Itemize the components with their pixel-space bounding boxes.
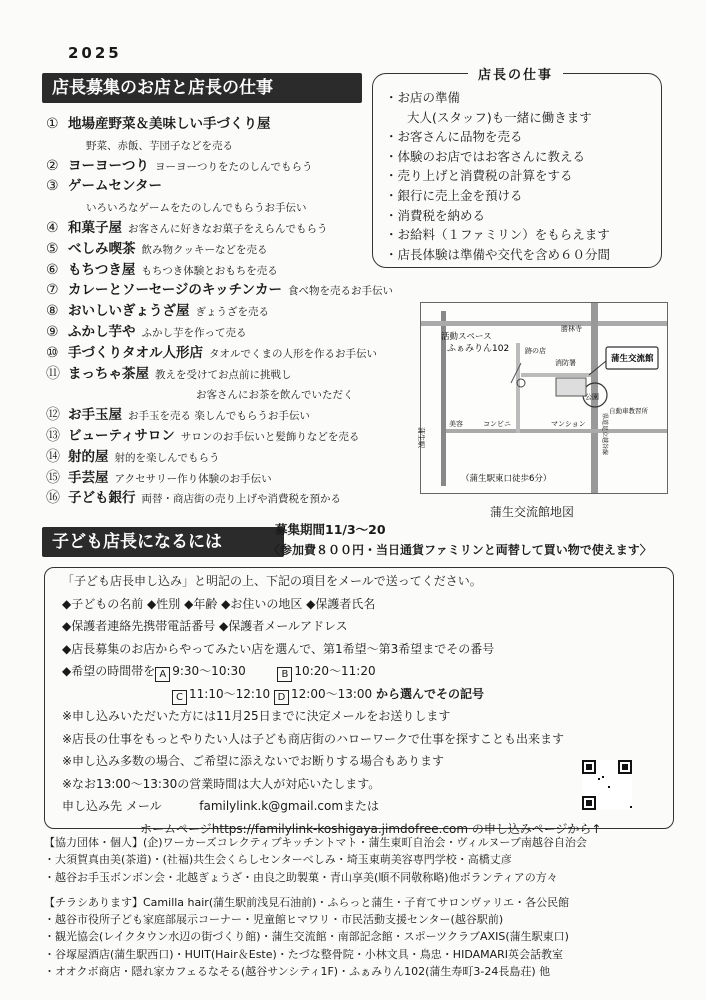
shop-item-detail xyxy=(46,134,426,155)
shop-name: べしみ喫茶 xyxy=(68,240,136,257)
apply-fields-2: ◆保護者連絡先携帯電話番号 ◆保護者メールアドレス xyxy=(62,619,348,633)
map-label-station: 蒲生駅 xyxy=(417,427,425,448)
shop-number: ⑮ xyxy=(46,469,60,486)
shop-name: ゲームセンター xyxy=(68,178,162,195)
slot-d-time: 12:00～13:00 xyxy=(291,686,373,701)
shop-list xyxy=(46,113,426,508)
shop-number: ⑩ xyxy=(46,344,59,361)
shop-number: ⑦ xyxy=(46,282,59,299)
credit-line: ・大須賀真由美(茶道)・(社福)共生会くらしセンターべしみ・埼玉東萌美容専門学校・高橋丈彦 xyxy=(44,853,512,867)
shop-item xyxy=(46,113,426,134)
shop-item xyxy=(46,446,426,467)
note-1: ※申し込みいただいた方には11月25日までに決定メールをお送りします xyxy=(62,709,451,723)
shop-item xyxy=(46,363,426,384)
shop-description: もちつき体験とおもちを売る xyxy=(141,264,278,277)
credits-spacer xyxy=(44,886,684,894)
shop-item xyxy=(46,425,426,446)
shop-description: お客さんに好きなお菓子をえらんでもらう xyxy=(128,222,328,235)
map-label-route: 県道足立越谷線 xyxy=(601,413,608,456)
shop-description: タオルでくまの人形を作るお手伝い xyxy=(209,347,377,360)
shop-description: アクセサリー作り体験のお手伝い xyxy=(114,472,272,485)
shop-description: 両替・商店街の売り上げや消費税を預かる xyxy=(141,493,341,506)
shop-detail: いろいろなゲームをたのしんでもらうお手伝い xyxy=(86,202,307,215)
shop-name: おいしいぎょうざ屋 xyxy=(68,303,190,320)
shop-name: 射的屋 xyxy=(68,448,109,465)
credits-section xyxy=(44,834,684,980)
note-2: ※店長の仕事をもっとやりたい人は子ども商店街のハローワークで仕事を探すことも出来ます xyxy=(62,731,565,746)
shop-number: ⑭ xyxy=(46,448,60,465)
qr-code[interactable] xyxy=(582,760,632,810)
venue-map xyxy=(417,302,668,494)
map-caption: 蒲生交流館地図 xyxy=(490,505,575,519)
duty-item: ・消費税を納める xyxy=(385,207,486,223)
shop-name: 子ども銀行 xyxy=(68,490,136,507)
shop-number: ② xyxy=(46,157,59,174)
shop-number: ⑫ xyxy=(46,407,60,424)
map-label-shop2: コンビニ xyxy=(483,420,511,428)
shop-description: ヨーヨーつりをたのしんでもらう xyxy=(155,160,313,173)
shop-description: 食べ物を売るお手伝い xyxy=(287,285,393,298)
shop-item xyxy=(46,487,426,508)
credit-line: 【協力団体・個人】(企)ワーカーズコレクティブキッチントマト・蒲生東町自治会・ヴィルヌーブ南越谷自治会 xyxy=(44,836,587,849)
shop-item xyxy=(46,155,426,176)
apply-fields-1: ◆子どもの名前 ◆性別 ◆年齢 ◆お住いの地区 ◆保護者氏名 xyxy=(62,596,376,611)
shop-item-detail xyxy=(46,196,426,217)
shop-number: ⑬ xyxy=(46,427,60,444)
shop-number: ① xyxy=(46,116,59,132)
shop-name: 手づくりタオル人形店 xyxy=(68,344,203,361)
shop-name: ビューティサロン xyxy=(68,427,175,444)
slot-d-key: D xyxy=(274,690,289,705)
duties-box xyxy=(372,73,662,268)
map-label-venue1: 活動スペース xyxy=(441,332,492,342)
duty-item: ・店長体験は準備や交代を含め６０分間 xyxy=(385,246,611,262)
contact-email[interactable]: familylink.k@gmail.comまたは xyxy=(199,799,380,813)
shop-item-detail xyxy=(46,383,426,404)
slot-c-key: C xyxy=(172,690,187,705)
shop-name: 和菓子屋 xyxy=(68,219,122,236)
shop-number: ④ xyxy=(46,219,59,236)
credit-line: ・オオクボ商店・隠れ家カフェるなそる(越谷サンシティ1F)・ふぁみりん102(蒲生寿町3-24長島荘) 他 xyxy=(44,965,551,979)
map-label-fire: 消防署 xyxy=(555,359,576,367)
slot-b-key: B xyxy=(277,667,292,682)
shop-description: ぎょうざを売る xyxy=(195,306,269,319)
apply-fields-3: ◆店長募集のお店からやってみたい店を選んで、第1希望～第3希望までその番号 xyxy=(62,641,495,656)
shop-name: ふかし芋や xyxy=(68,323,136,340)
credit-line: ・観光協会(レイクタウン水辺の街づくり館)・蒲生交流館・南部記念館・スポーツクラブAXIS(蒲生駅東口) xyxy=(44,930,569,944)
shop-description: ふかし芋を作って売る xyxy=(141,326,247,339)
map-label-mansion: マンション xyxy=(551,420,586,428)
shop-detail: お客さんにお茶を飲んでいただく xyxy=(196,389,354,402)
shop-item xyxy=(46,259,426,280)
kids-section-title: 子ども店長になるには xyxy=(42,527,284,557)
contact-label: 申し込み先 メール xyxy=(62,799,162,813)
duty-item: ・銀行に売上金を預ける xyxy=(385,187,523,203)
shop-item xyxy=(46,238,426,259)
map-drawing xyxy=(417,303,667,493)
shop-item xyxy=(46,217,426,238)
homepage-line[interactable]: ホームページhttps://familylink-koshigaya.jimdofree.com の申し込みページから↑ xyxy=(140,821,602,836)
shop-number: ⑨ xyxy=(46,323,59,340)
duties-title: 店長の仕事 xyxy=(468,64,563,83)
slot-b-time: 10:20～11:20 xyxy=(294,664,376,678)
shop-item xyxy=(46,175,426,196)
qr-code-graphic xyxy=(582,760,632,810)
credit-line: 【チラシあります】Camilla hair(蒲生駅前浅見石油前)・ふらっと蒲生・子育てサロンヴァリエ・各公民館 xyxy=(44,895,570,909)
shop-name: もちつき屋 xyxy=(68,261,136,278)
shop-description: 射的を楽しんでもらう xyxy=(114,451,220,464)
shop-item xyxy=(46,404,426,425)
map-label-temple: 勝林寺 xyxy=(561,325,582,333)
map-label-venue2: ふぁみりん102 xyxy=(447,344,510,354)
shop-item xyxy=(46,279,426,300)
shop-number: ⑧ xyxy=(46,303,59,320)
map-label-school: 自動車教習所 xyxy=(609,407,648,415)
application-body xyxy=(62,570,672,840)
time-slots-row-1 xyxy=(62,660,672,683)
credit-line: ・越谷お手玉ボンボン会・北越ぎょうざ・由良之助製菓・青山享美(順不同敬称略)他ボランティアの方々 xyxy=(44,870,558,884)
shop-description: 教えを受けてお点前に挑戦し xyxy=(155,368,292,381)
shop-item xyxy=(46,321,426,342)
time-label: ◆希望の時間帯を xyxy=(62,664,156,678)
shops-section-title: 店長募集のお店と店長の仕事 xyxy=(42,73,362,103)
contact-line xyxy=(62,795,672,818)
map-label-park: 公園 xyxy=(585,393,599,401)
credit-line: ・越谷市役所子ども家庭部展示コーナー・児童館ヒマワリ・市民活動支援センター(越谷駅前) xyxy=(44,913,504,927)
shop-number: ⑯ xyxy=(46,490,60,507)
slot-c-time: 11:10～12:10 xyxy=(189,686,271,701)
duty-item: ・お客さんに品物を売る xyxy=(385,129,523,145)
shop-description: お手玉を売る 楽しんでもらうお手伝い xyxy=(128,410,310,423)
map-label-bridge: 跡の店 xyxy=(525,347,546,355)
duty-item: ・お店の準備 xyxy=(385,90,461,105)
shop-number: ⑥ xyxy=(46,261,59,278)
duty-item: ・売り上げと消費税の計算をする xyxy=(385,168,573,184)
year-label: 2025 xyxy=(68,44,122,62)
shop-description: サロンのお手伝いと髪飾りなどを売る xyxy=(180,430,360,443)
note-3: ※申し込み多数の場合、ご希望に添えないでお断りする場合もあります xyxy=(62,754,445,768)
slot-a-key: A xyxy=(155,667,170,682)
participation-fee: 〈参加費８００円・当日通貨ファミリンと両替して買い物で使えます〉 xyxy=(268,543,652,557)
shop-name: お手玉屋 xyxy=(68,407,122,424)
slot-a-time: 9:30～10:30 xyxy=(172,664,246,678)
shop-number: ⑪ xyxy=(46,365,60,382)
shop-description: 飲み物クッキーなどを売る xyxy=(141,243,268,256)
slot-tail: から選んでその記号 xyxy=(376,686,485,701)
shop-number: ③ xyxy=(46,178,59,195)
shop-item xyxy=(46,300,426,321)
shop-name: ヨーヨーつり xyxy=(68,157,149,174)
duty-item: 大人(スタッフ)も一緒に働きます xyxy=(407,109,592,125)
duties-list xyxy=(373,74,661,264)
time-slots-row-2 xyxy=(62,683,672,706)
apply-intro: 「子ども店長申し込み」と明記の上、下記の項目をメールで送ってください。 xyxy=(62,574,482,588)
shop-name: 地場産野菜＆美味しい手づくり屋 xyxy=(68,116,271,132)
shop-name: カレーとソーセージのキッチンカー xyxy=(68,282,282,299)
note-4: ※なお13:00～13:30の営業時間は大人が対応いたします。 xyxy=(62,776,381,791)
map-label-hall: 蒲生交流館 xyxy=(611,354,654,364)
shop-number: ⑤ xyxy=(46,240,59,257)
map-label-shop1: 美容 xyxy=(449,420,463,428)
credit-line: ・谷塚屋酒店(蒲生駅西口)・HUIT(Hair＆Este)・たづな整骨院・小林文具・鳥忠・HIDAMARI英会話教室 xyxy=(44,947,564,961)
shop-item xyxy=(46,467,426,488)
recruit-period: 募集期間11/3～20 xyxy=(275,522,386,537)
shop-name: 手芸屋 xyxy=(68,469,109,486)
duty-item: ・お給料（１ファミリン）をもらえます xyxy=(385,227,610,243)
shop-item xyxy=(46,342,426,363)
shop-detail: 野菜、赤飯、芋団子などを売る xyxy=(86,139,233,152)
map-label-walk: （蒲生駅東口徒歩6分） xyxy=(461,474,552,484)
shop-name: まっちゃ茶屋 xyxy=(68,365,149,382)
duty-item: ・体験のお店ではお客さんに教える xyxy=(385,148,586,164)
